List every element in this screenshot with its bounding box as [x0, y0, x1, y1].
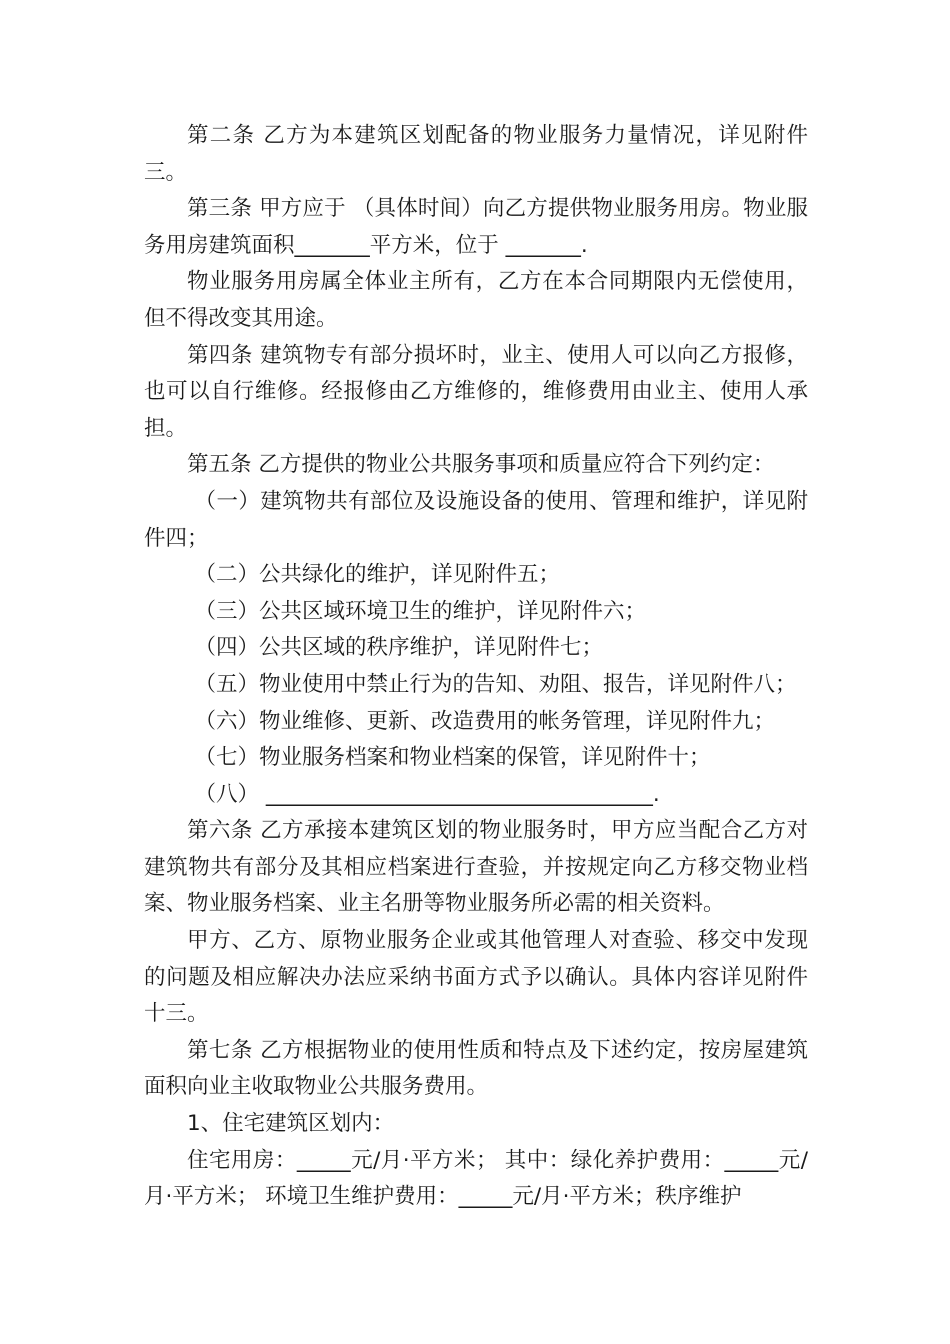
list-item: （一）建筑物共有部位及设施设备的使用、管理和维护，详见附件四；: [144, 488, 808, 551]
article-5-paragraph: 第五条 乙方提供的物业公共服务事项和质量应符合下列约定：: [187, 452, 775, 478]
article-4-paragraph: 第四条 建筑物专有部分损坏时，业主、使用人可以向乙方报修，也可以自行维修。经报修由乙方维修的，维修费用由业主、使用人承担。: [144, 342, 808, 441]
list-item: （四）公共区域的秩序维护，详见附件七；: [194, 635, 604, 661]
list-item: （五）物业使用中禁止行为的告知、劝阻、报告，详见附件八；: [194, 671, 797, 697]
list-item: （八） ____________________________________.: [194, 781, 660, 807]
list-item: （七）物业服务档案和物业档案的保管，详见附件十；: [194, 745, 711, 771]
article-7-paragraph: 第七条 乙方根据物业的使用性质和特点及下述约定，按房屋建筑面积向业主收取物业公共服务费用。: [144, 1037, 808, 1100]
list-item: （二）公共绿化的维护，详见附件五；: [194, 562, 561, 588]
residential-fees-paragraph: 住宅用房：_____元/月·平方米； 其中：绿化养护费用：_____元/月·平方米； 环境卫生维护费用：_____元/月·平方米；秩序维护: [144, 1147, 808, 1210]
article-6-paragraph: 第六条 乙方承接本建筑区划的物业服务时，甲方应当配合乙方对建筑物共有部分及其相应档案进行查验，并按规定向乙方移交物业档案、物业服务档案、业主名册等物业服务所必需的相关资料。: [144, 818, 808, 917]
list-item: （六）物业维修、更新、改造费用的帐务管理，详见附件九；: [194, 708, 776, 734]
service-room-ownership-paragraph: 物业服务用房属全体业主所有，乙方在本合同期限内无偿使用，但不得改变其用途。: [144, 269, 808, 331]
contract-body: [144, 118, 808, 1216]
article-2-paragraph: 第二条 乙方为本建筑区划配备的物业服务力量情况，详见附件三。: [144, 123, 808, 185]
list-item: （三）公共区域环境卫生的维护，详见附件六；: [194, 598, 647, 624]
inspection-confirmation-paragraph: 甲方、乙方、原物业服务企业或其他管理人对查验、移交中发现的问题及相应解决办法应采纳书面方式予以确认。具体内容详见附件十三。: [144, 928, 808, 1027]
residential-heading: 1、住宅建筑区划内：: [187, 1111, 395, 1137]
article-3-paragraph: 第三条 甲方应于 （具体时间）向乙方提供物业服务用房。物业服务用房建筑面积_______平方米，位于 _______.: [144, 196, 808, 258]
